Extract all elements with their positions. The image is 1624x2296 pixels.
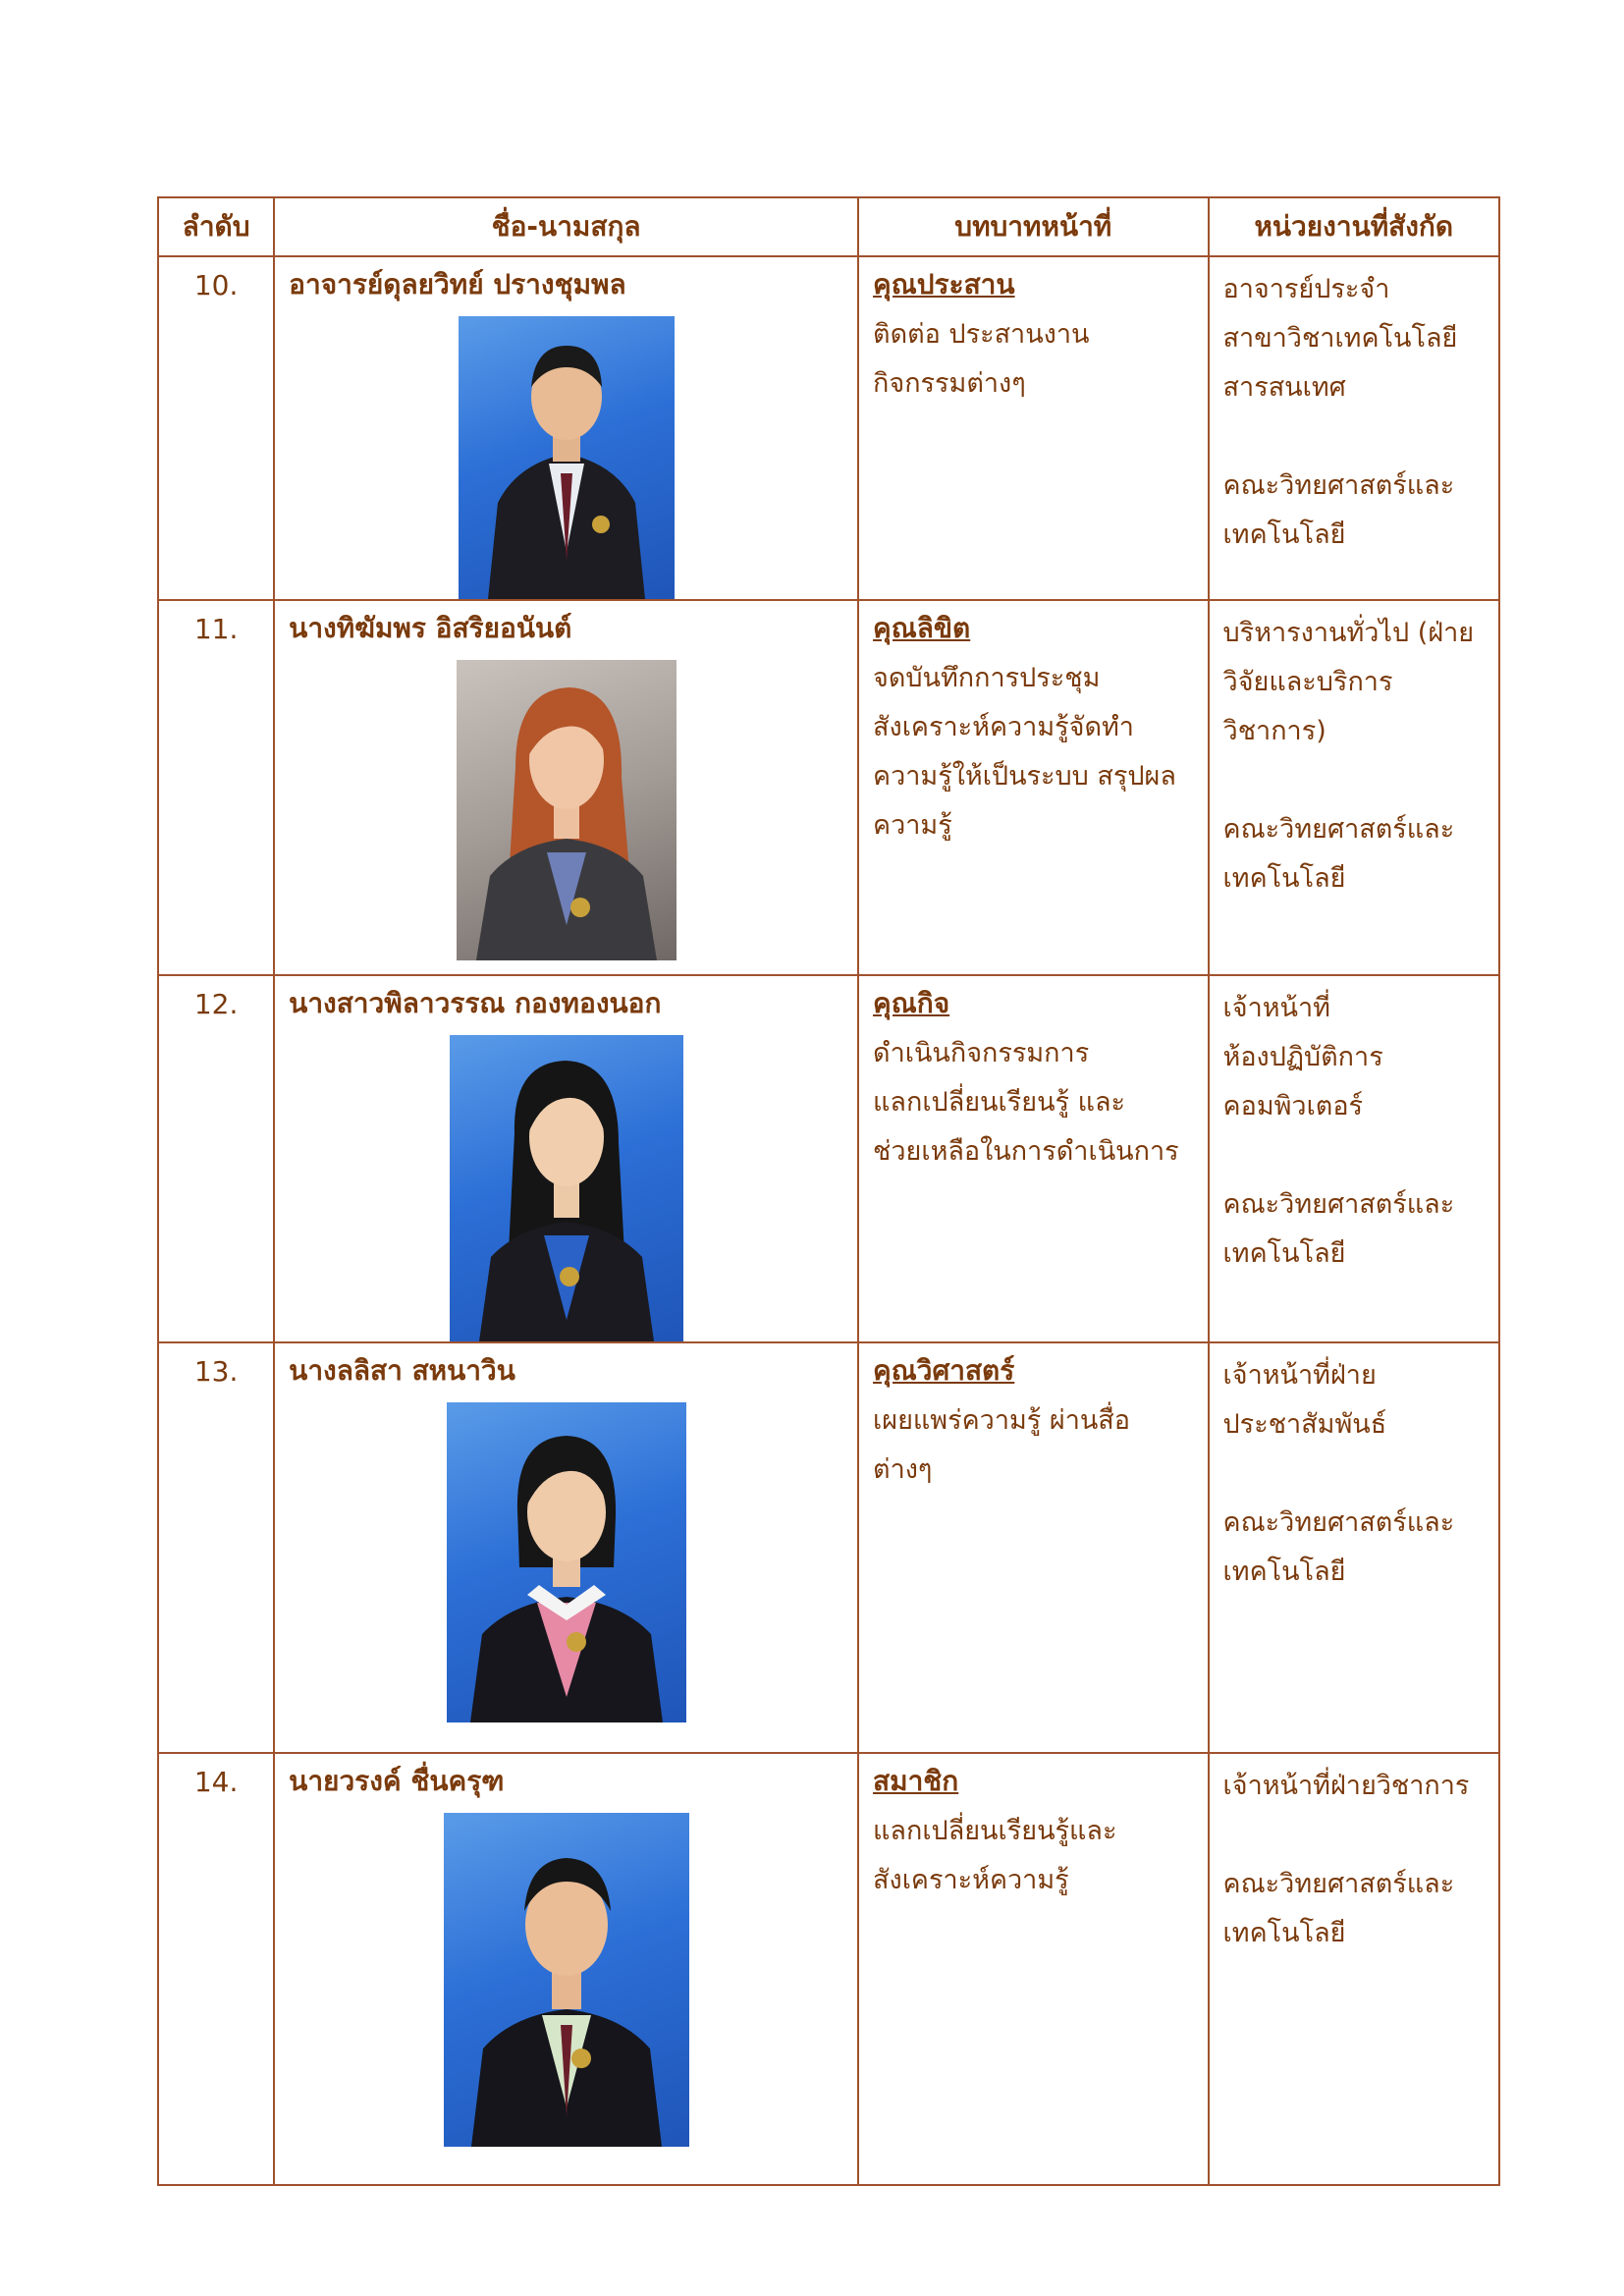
unit-line: คอมพิวเตอร์ <box>1222 1091 1364 1121</box>
role-line: จดบันทึกการประชุม <box>873 663 1101 693</box>
role-line: ช่วยเหลือในการดำเนินการ <box>873 1136 1179 1167</box>
role-line: กิจกรรมต่างๆ <box>873 368 1026 399</box>
unit-cell <box>1209 256 1499 600</box>
role-description <box>873 1807 1194 1905</box>
role-cell <box>858 975 1209 1342</box>
role-line: แลกเปลี่ยนเรียนรู้ และ <box>873 1087 1126 1118</box>
person-photo <box>457 660 677 960</box>
role-cell <box>858 1753 1209 2185</box>
header-name: ชื่อ-นามสกุล <box>274 197 858 256</box>
name-cell <box>274 1753 858 2185</box>
unit-line: เจ้าหน้าที่ <box>1222 993 1330 1023</box>
name-cell <box>274 975 858 1342</box>
role-title: คุณวิศาสตร์ <box>873 1354 1015 1387</box>
unit-line: ห้องปฏิบัติการ <box>1222 1042 1383 1072</box>
faculty-name: คณะวิทยศาสตร์และ เทคโนโลยี <box>1222 1507 1455 1587</box>
unit-line: สารสนเทศ <box>1222 372 1346 403</box>
role-description <box>873 654 1194 850</box>
faculty-name: คณะวิทยศาสตร์และ เทคโนโลยี <box>1222 1869 1455 1948</box>
person-photo <box>447 1402 686 1722</box>
role-title: คุณประสาน <box>873 268 1015 301</box>
role-line: ต่างๆ <box>873 1454 933 1485</box>
unit-line: ประชาสัมพันธ์ <box>1222 1409 1387 1440</box>
name-cell <box>274 256 858 600</box>
role-cell <box>858 256 1209 600</box>
person-name: นางสาวพิลาวรรณ กองทองนอก <box>289 987 662 1019</box>
person-photo <box>459 316 675 599</box>
role-line: สังเคราะห์ความรู้ <box>873 1865 1069 1895</box>
person-name: นางลลิสา สหนาวิน <box>289 1354 515 1387</box>
person-name: นางทิฆัมพร อิสริยอนันต์ <box>289 612 572 644</box>
role-line: ความรู้ให้เป็นระบบ สรุปผล <box>873 761 1176 792</box>
table-row <box>158 256 1499 600</box>
unit-line: สาขาวิชาเทคโนโลยี <box>1222 323 1458 354</box>
unit-line: เจ้าหน้าที่ฝ่ายวิชาการ <box>1222 1771 1470 1801</box>
unit-line: วิจัยและบริการ <box>1222 667 1393 697</box>
role-description <box>873 1396 1194 1495</box>
role-cell <box>858 600 1209 975</box>
unit-cell <box>1209 1753 1499 2185</box>
unit-line: อาจารย์ประจำ <box>1222 274 1390 304</box>
unit-cell <box>1209 600 1499 975</box>
role-title: คุณลิขิต <box>873 612 971 644</box>
table-header-row <box>158 197 1499 256</box>
row-number: 11. <box>158 600 274 975</box>
role-description <box>873 310 1194 409</box>
row-number: 14. <box>158 1753 274 2185</box>
name-cell <box>274 1342 858 1753</box>
table-row <box>158 1753 1499 2185</box>
role-line: ติดต่อ ประสานงาน <box>873 319 1090 350</box>
table-row <box>158 1342 1499 1753</box>
person-name: นายวรงค์ ชื่นครุฑ <box>289 1765 505 1797</box>
faculty-name: คณะวิทยศาสตร์และ เทคโนโลยี <box>1222 1189 1455 1269</box>
name-cell <box>274 600 858 975</box>
unit-line: เจ้าหน้าที่ฝ่าย <box>1222 1360 1377 1391</box>
person-photo <box>450 1035 683 1341</box>
unit-line: วิชาการ) <box>1222 716 1326 746</box>
unit-line: บริหารงานทั่วไป (ฝ่าย <box>1222 618 1475 648</box>
row-number: 12. <box>158 975 274 1342</box>
header-role: บทบาทหน้าที่ <box>858 197 1209 256</box>
role-cell <box>858 1342 1209 1753</box>
table-row <box>158 975 1499 1342</box>
header-number: ลำดับ <box>158 197 274 256</box>
role-line: เผยแพร่ความรู้ ผ่านสื่อ <box>873 1405 1131 1436</box>
role-line: แลกเปลี่ยนเรียนรู้และ <box>873 1816 1117 1846</box>
unit-cell <box>1209 1342 1499 1753</box>
staff-table <box>157 196 1500 2186</box>
faculty-name: คณะวิทยศาสตร์และ เทคโนโลยี <box>1222 470 1455 550</box>
role-title: คุณกิจ <box>873 987 950 1019</box>
role-line: ความรู้ <box>873 810 952 841</box>
row-number: 13. <box>158 1342 274 1753</box>
person-name: อาจารย์ดุลยวิทย์ ปรางชุมพล <box>289 268 626 301</box>
role-description <box>873 1029 1194 1176</box>
role-line: ดำเนินกิจกรรมการ <box>873 1038 1090 1068</box>
row-number: 10. <box>158 256 274 600</box>
person-photo <box>444 1813 689 2147</box>
header-unit: หน่วยงานที่สังกัด <box>1209 197 1499 256</box>
unit-cell <box>1209 975 1499 1342</box>
faculty-name: คณะวิทยศาสตร์และ เทคโนโลยี <box>1222 814 1455 894</box>
role-line: สังเคราะห์ความรู้จัดทำ <box>873 712 1134 742</box>
table-row <box>158 600 1499 975</box>
role-title: สมาชิก <box>873 1765 959 1797</box>
